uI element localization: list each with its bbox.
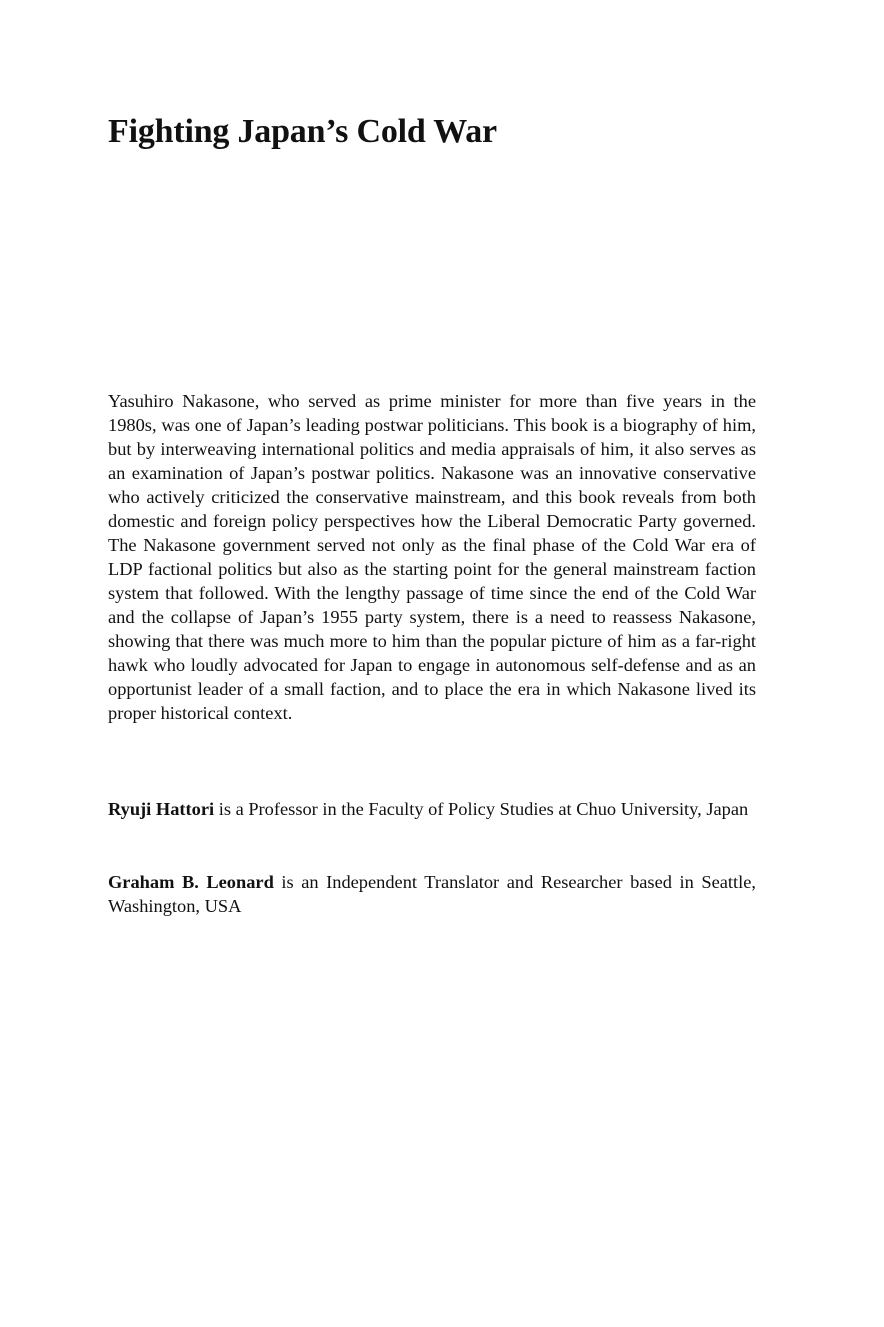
author-bio-hattori (108, 797, 756, 821)
book-title: Fighting Japan’s Cold War (108, 113, 497, 150)
translator-name: Graham B. Leonard (108, 872, 274, 892)
book-description: Yasuhiro Nakasone, who served as prime minister for more than five years in the 1980s, was one of Japan’s leading postwar politicians. This book is a biography of him, but by interweaving international politics and media appraisals of him, it also serves as an examination of Japan’s postwar politics. Nakasone was an innovative conservative who actively criticized the conservative mainstream, and this book reveals from both domestic and foreign policy perspectives how the Liberal Democratic Party governed. The Nakasone government served not only as the final phase of the Cold War era of LDP factional politics but also as the starting point for the general mainstream faction system that followed. With the lengthy passage of time since the end of the Cold War and the collapse of Japan’s 1955 party system, there is a need to reassess Nakasone, showing that there was much more to him than the popular picture of him as a far-right hawk who loudly advocated for Japan to engage in autonomous self-defense and as an opportunist leader of a small faction, and to place the era in which Nakasone lived its proper historical context. (108, 391, 756, 723)
translator-bio-text: is an Independent Translator and Researcher based in Seattle, Washington, USA (108, 872, 757, 916)
author-name: Ryuji Hattori (108, 799, 215, 819)
translator-bio-leonard (108, 870, 756, 918)
author-bio-text: is a Professor in the Faculty of Policy Studies at Chuo University, Japan (214, 799, 749, 819)
